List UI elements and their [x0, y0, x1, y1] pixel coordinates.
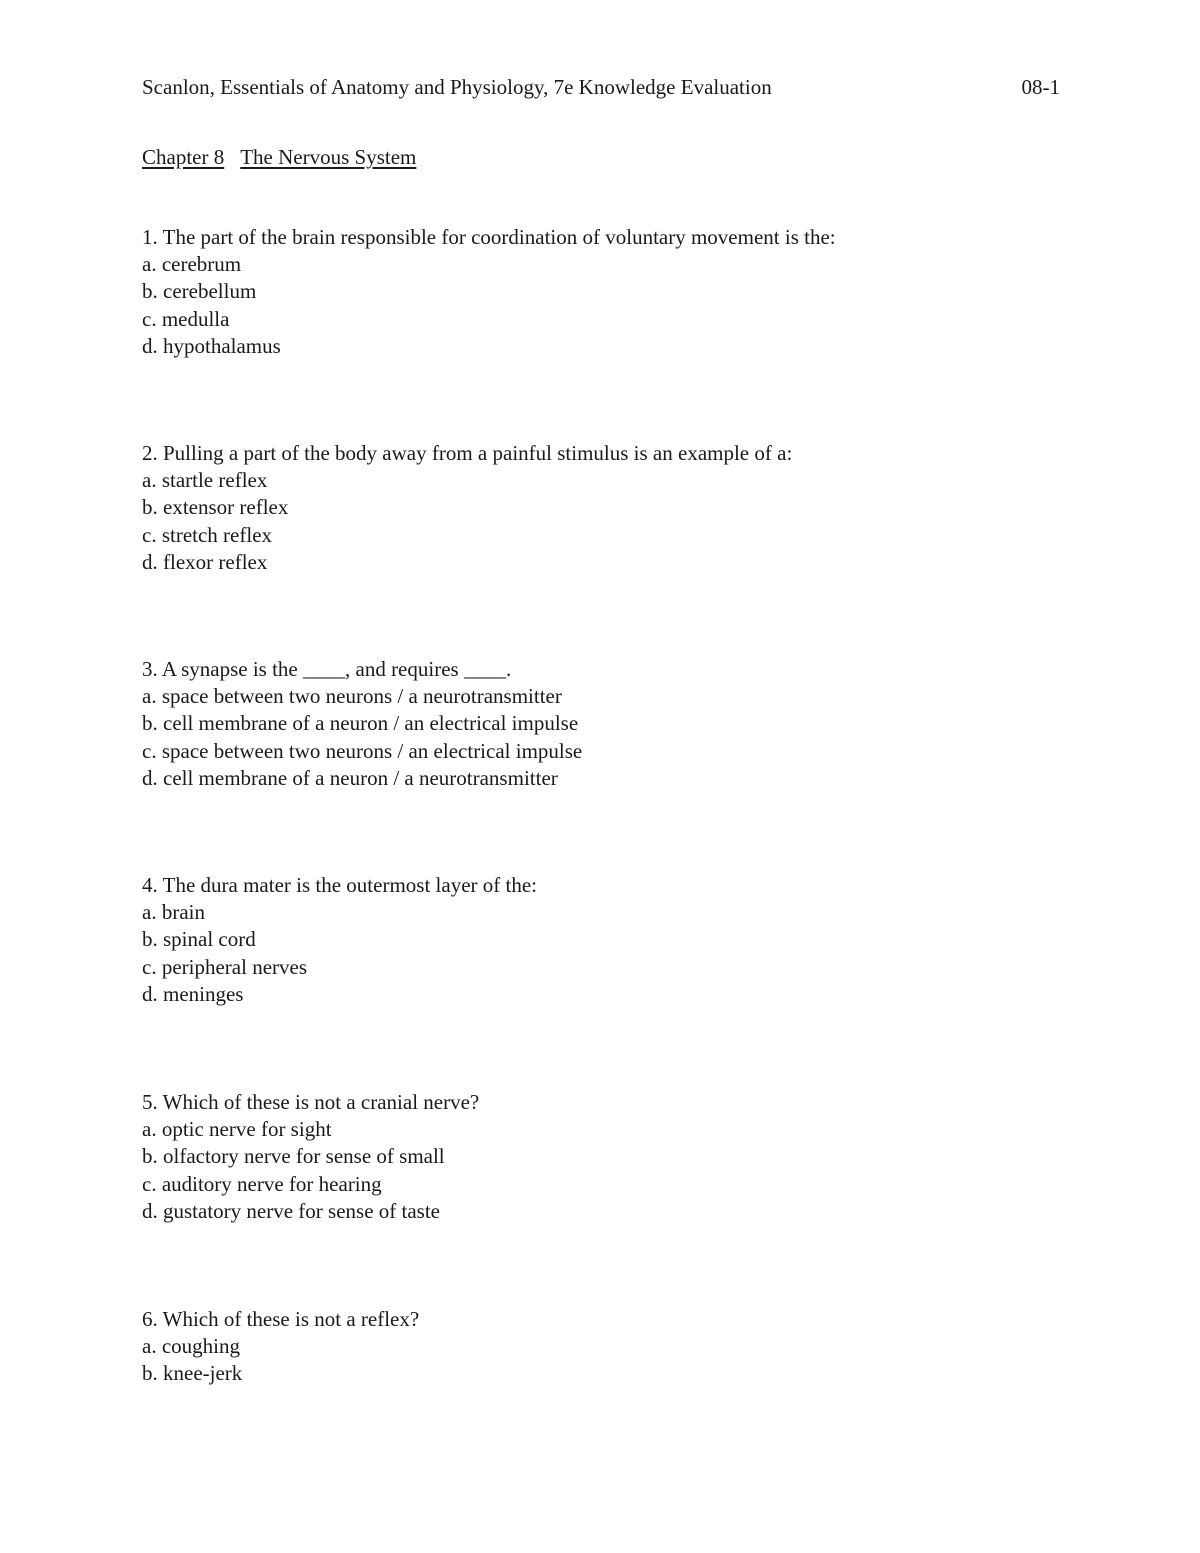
chapter-name: The Nervous System	[240, 145, 417, 169]
answer-option: d. gustatory nerve for sense of taste	[142, 1198, 440, 1223]
answer-option: b. knee-jerk	[142, 1361, 243, 1386]
question-stem: 2. Pulling a part of the body away from a painful stimulus is an example of a:	[142, 441, 793, 465]
answer-option: b. extensor reflex	[142, 495, 289, 520]
answer-option: d. cell membrane of a neuron / a neurotransmitter	[142, 765, 558, 790]
question-stem: 3. A synapse is the ____, and requires ____.	[142, 657, 512, 681]
chapter-heading	[142, 143, 416, 171]
question-6	[142, 1306, 1062, 1388]
question-3	[142, 656, 1062, 792]
answer-option: c. auditory nerve for hearing	[142, 1171, 382, 1196]
question-stem: 5. Which of these is not a cranial nerve?	[142, 1090, 480, 1114]
answer-option: a. coughing	[142, 1334, 240, 1359]
question-stem: 4. The dura mater is the outermost layer of the:	[142, 873, 537, 897]
chapter-label: Chapter 8	[142, 145, 225, 169]
answer-option: a. space between two neurons / a neurotransmitter	[142, 684, 562, 709]
answer-option: a. startle reflex	[142, 468, 268, 493]
answer-option: c. space between two neurons / an electrical impulse	[142, 738, 583, 763]
answer-option: d. meninges	[142, 981, 244, 1006]
header-title: Scanlon, Essentials of Anatomy and Physiology, 7e Knowledge Evaluation	[142, 75, 772, 99]
question-stem: 6. Which of these is not a reflex?	[142, 1307, 420, 1331]
question-4	[142, 872, 1062, 1008]
header-page-number: 08-1	[1021, 75, 1060, 99]
answer-option: c. medulla	[142, 306, 230, 331]
answer-option: d. hypothalamus	[142, 333, 281, 358]
answer-option: b. olfactory nerve for sense of small	[142, 1144, 445, 1169]
answer-option: b. cell membrane of a neuron / an electrical impulse	[142, 711, 579, 736]
answer-option: b. spinal cord	[142, 927, 256, 952]
answer-option: a. cerebrum	[142, 252, 242, 277]
answer-option: a. optic nerve for sight	[142, 1117, 332, 1142]
question-1	[142, 224, 1062, 360]
answer-option: c. stretch reflex	[142, 522, 273, 547]
question-5	[142, 1089, 1062, 1225]
answer-option: d. flexor reflex	[142, 549, 268, 574]
question-2	[142, 440, 1062, 576]
answer-option: b. cerebellum	[142, 279, 257, 304]
question-stem: 1. The part of the brain responsible for coordination of voluntary movement is the:	[142, 225, 836, 249]
running-header	[142, 72, 1060, 102]
answer-option: a. brain	[142, 900, 205, 925]
answer-option: c. peripheral nerves	[142, 954, 307, 979]
